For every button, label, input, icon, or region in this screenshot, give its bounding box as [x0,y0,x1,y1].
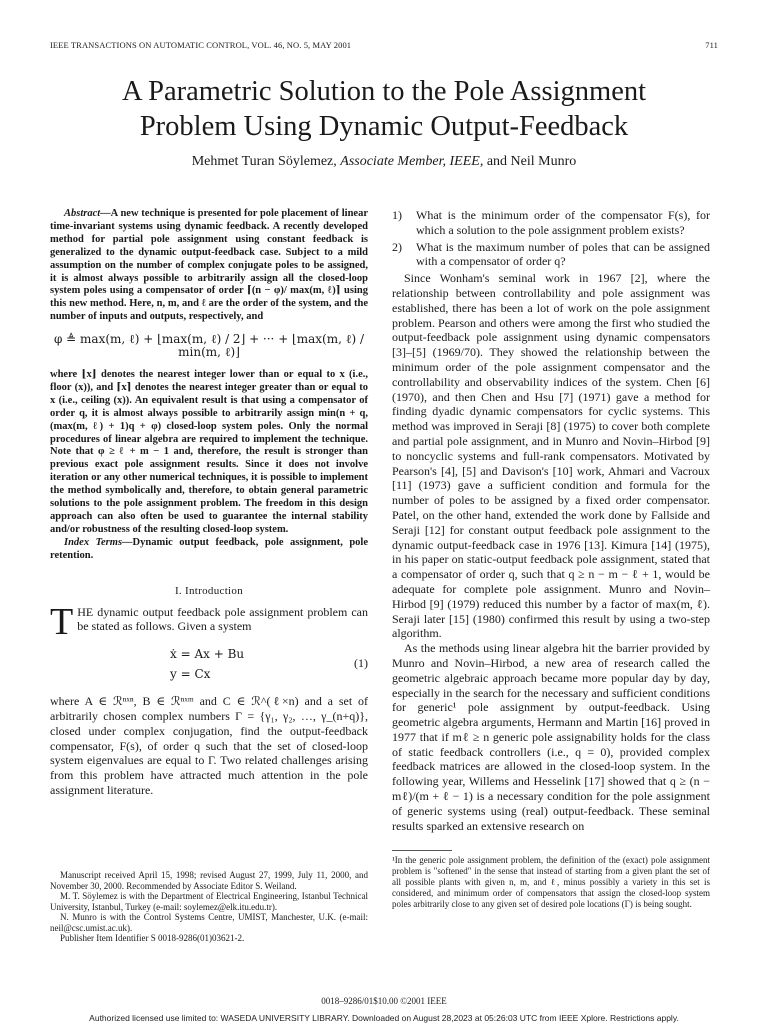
author-line [40,154,728,170]
title-line-2: Problem Using Dynamic Output-Feedback [139,111,629,142]
introduction-body [50,600,368,798]
list-text: What is the maximum number of poles that can be assigned with a compensator of order q? [416,239,710,269]
issn-copyright: 0018–9286/01$10.00 ©2001 IEEE [321,996,447,1006]
drop-cap: T [50,600,74,643]
abstract-label: Abstract— [64,208,111,219]
system-equation [50,644,368,684]
intro-paragraph-2: where A ∈ ℛⁿˣⁿ, B ∈ ℛⁿˣᵐ and C ∈ ℛ^(ℓ×n) and a set of arbitrarily chosen complex numbers Γ = {γ₁, γ₂, …, γ_(n+q)}, closed under complex conjugation, find the output-feedback compensator, F(s), of order q such that the set of closed-loop system eigenvalues are equal to Γ. Two related challenges arising from this problem have attracted much attention in the pole assignment literature. [50,694,368,797]
paper-title [40,74,728,144]
author-role: Associate Member, IEEE, [340,154,484,169]
footnote-received: Manuscript received April 15, 1998; revised August 27, 1999, July 11, 2000, and November 30, 2000. Recommended by Associate Editor S. Weiland. [50,870,368,891]
right-column [392,208,710,833]
index-terms-label: Index Terms— [64,536,133,548]
footnote-rule [392,850,452,851]
running-header [50,40,718,54]
author-rest: and Neil Munro [486,154,577,169]
left-column [50,208,368,798]
index-terms-text: Dynamic output feedback, pole assignment, pole retention. [50,536,368,561]
equation-row-1: ẋ = Ax + Bu [170,647,245,662]
intro-paragraph-1: HE dynamic output feedback pole assignment problem can be stated as follows. Given a system [77,604,368,634]
list-text: What is the minimum order of the compensator F(s), for which a solution to the pole assignment problem exists? [416,208,710,237]
body-paragraph-geometric: As the methods using linear algebra hit the barrier provided by Munro and Novin–Hirbod, a new area of research called the geometric algebraic approach became more popular day by day, especially in the search for the necessary and sufficient conditions for generic¹ pole assignment by output-feedback. Using geometric algebra arguments, Hermann and Martin [16] proved in 1977 that if mℓ ≥ n generic pole assignability holds for the class of static feedback controllers (i.e., q = 0), provided complex feedback matrices are allowed in the closed-loop system. In the following year, Willems and Hesselink [17] showed that q ≥ (n − mℓ)/(m + ℓ − 1) is a necessary condition for the pole assignment of generic systems using (real) output-feedback. These seminal results sparked an extensive research on [392,641,710,833]
title-line-1: A Parametric Solution to the Pole Assignment [121,76,647,107]
equation-row-2: y = Cx [170,667,211,682]
section-heading-introduction: I. Introduction [174,584,244,597]
author-name-1: Mehmet Turan Söylemez, [191,154,337,169]
list-item [392,240,710,270]
footnote-author-2: N. Munro is with the Control Systems Centre, UMIST, Manchester, U.K. (e-mail: neil@csc.umist.ac.uk). [50,912,368,933]
footnote-author-1: M. T. Söylemez is with the Department of Electrical Engineering, Istanbul Technical University, Istanbul, Turkey (e-mail: soylemez@elk.itu.edu.tr). [50,891,368,912]
abstract-text-1: A new technique is presented for pole placement of linear time-invariant systems using dynamic feedback. A recently developed method for partial pole assignment using constant feedback is generalized to the dynamic output-feedback case. Subject to a mild assumption on the number of complex conjugate poles to be assigned, it is almost always possible to arbitrarily assign all the closed-loop system poles using a compensator of order ⌈(n − φ)/ max(m, ℓ)⌉ using this new method. Here, n, m, and ℓ are the order of the system, and the number of inputs and outputs, respectively, and [50,208,368,323]
footnote-publisher-id: Publisher Item Identifier S 0018-9286(01)03621-2. [60,933,245,943]
abstract [50,208,368,563]
manuscript-footnote [50,870,368,944]
journal-name: IEEE TRANSACTIONS ON AUTOMATIC CONTROL, VOL. 46, NO. 5, MAY 2001 [50,40,352,50]
license-notice: Authorized licensed use limited to: WASEDA UNIVERSITY LIBRARY. Downloaded on August 28,2023 at 05:26:03 UTC from IEEE Xplore. Restrictions apply. [89,1013,679,1023]
body-paragraph-history: Since Wonham's seminal work in 1967 [2], where the relationship between controllability and pole assignment was established, there has been a lot of work on the pole assignment problem. Pearson and others were among the first who studied the output-feedback pole assignment using dynamic compensators [3]–[5] (1969/70). They showed the relationship between the minimum order of the pole assignment compensator and the controllability and observability indices of the system. Chen [6] (1970), and then Chen and Hsu [7] (1971) gave a method for finding dyadic dynamic compensators for cyclic systems. This method was improved in Seraji [8] (1975) to cover both complete and partial pole assignment, and in Munro and Novin–Hirbod [9] to noncyclic systems and full-rank compensators. Motivated by Pearson's [4], [5] and Davison's [10] work, Ahmari and Vacroux [11] (1973) gave a sufficient condition and formula for the number of poles to be assigned by a fixed order compensator. Patel, on the other hand, extended the work done by Fallside and Seraji [12] for constant output feedback pole assignment to the dynamic output-feedback case in 1976 [13]. Kimura [14] (1975), in his paper on static-output feedback pole assignment, stated that a compensator of order q, such that q ≥ n − m − ℓ + 1, would be adequate for complete pole assignment. Munro and Novin–Hirbod [9] (1979) reduced this number by a factor of max(m, ℓ). Seraji later [15] (1980) confirmed this result by using a two-step algorithm. [392,271,710,641]
page-number: 711 [705,40,718,50]
generic-footnote: ¹In the generic pole assignment problem, the definition of the (exact) pole assignment problem is "softened" in the sense that instead of starting from a given plant the set of all possible plants with given n, m, and ℓ, minus possibly a variety in this set is considered, and minimum order of compensators that assign the closed-loop system poles arbitrarily close to any given set of desired pole locations (Γ) is being sought. [392,855,710,909]
list-item [392,208,710,238]
abstract-text-2: where ⌊x⌋ denotes the nearest integer lower than or equal to x (i.e., floor (x)), and ⌈x⌉ denotes the nearest integer greater than or equal to x (i.e., ceiling (x)). An equivalent result is that using a compensator of order q, it is almost always possible to arbitrarily assign min(n + q, (max(m, ℓ) + 1)q + φ) closed-loop system poles. Only the normal procedures of linear algebra are required to implement the technique. Note that φ ≥ ℓ + m − 1 and, therefore, the result is stronger than previous exact pole assignment results. Since it does not involve iteration or any other numerical techniques, it is possible to implement the method symbolically and, therefore, to obtain general parametric solutions to the pole assignment problem. The freedom in this design approach can also often be used to guarantee the internal stability and/or robustness of the resulting closed-loop system. [50,368,368,535]
list-number: 1) [392,208,402,222]
abstract-equation: φ ≜ max(m, ℓ) + ⌊max(m, ℓ) / 2⌋ + ··· + ⌊max(m, ℓ) / min(m, ℓ)⌋ [53,332,365,360]
list-number: 2) [392,239,402,254]
equation-number: (1) [354,656,368,671]
